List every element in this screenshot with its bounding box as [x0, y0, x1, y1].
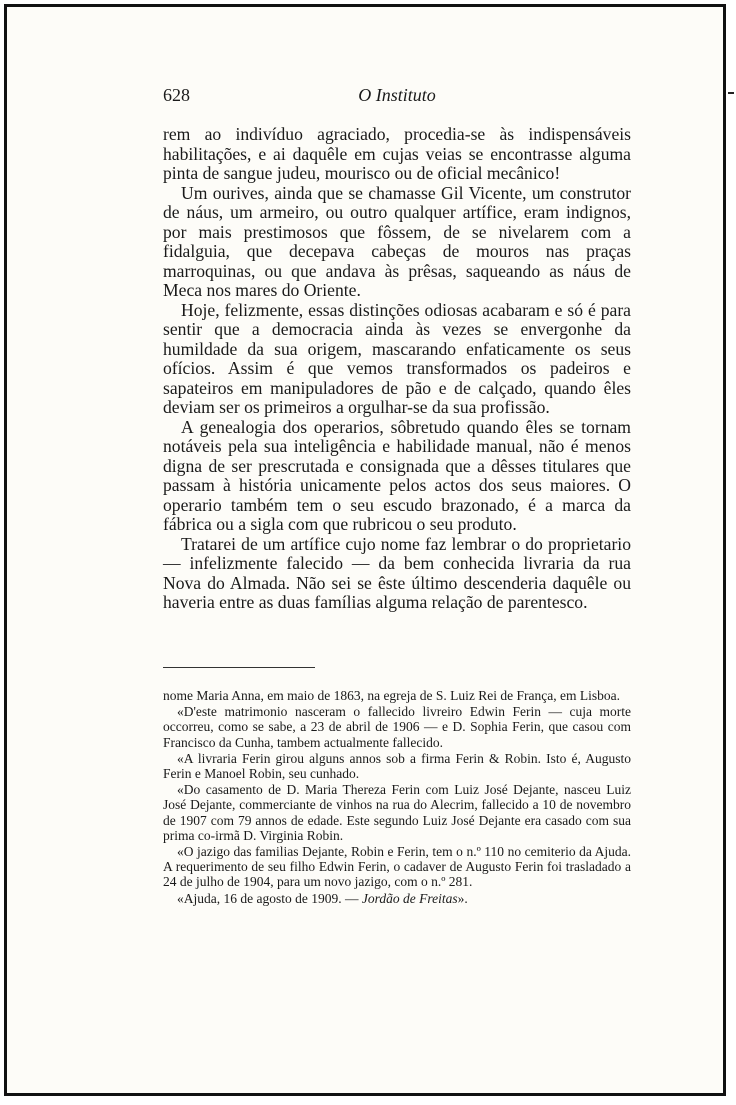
footnote-paragraph: «D'este matrimonio nasceram o fallecido livreiro Edwin Ferin — cuja morte occorreu, como se sabe, a 23 de abril de 1906 — e D. Sophia Ferin, que casou com Francisco da Cunha, tambem actualmente fallecido.	[163, 704, 631, 750]
main-text	[163, 125, 631, 613]
page-number: 628	[163, 85, 190, 105]
paragraph: Tratarei de um artífice cujo nome faz lembrar o do proprietario — infelizmente falecido — da bem conhecida livraria da rua Nova do Almada. Não sei se êste último descenderia daquêle ou haveria entre as duas famílias alguma relação de parentesco.	[163, 533, 631, 612]
footnote-separator	[163, 667, 315, 668]
paragraph: Hoje, felizmente, essas distinções odiosas acabaram e só é para sentir que a democracia ainda às vezes se envergonhe da humildade da sua origem, mascarando enfaticamente os seus ofícios. Assim é que vemos transformados os padeiros e sapateiros em manipuladores de pão e de calçado, quando êles deviam ser os primeiros a orgulhar-se da sua profissão.	[163, 299, 631, 417]
closing-end: ».	[457, 890, 468, 906]
footnote-paragraph: «A livraria Ferin girou alguns annos sob a firma Ferin & Robin. Isto é, Augusto Ferin e Manoel Robin, seu cunhado.	[163, 750, 631, 782]
footnote-paragraph: nome Maria Anna, em maio de 1863, na egreja de S. Luiz Rei de França, em Lisboa.	[163, 688, 620, 703]
footnote-paragraph: «Do casamento de D. Maria Thereza Ferin com Luiz José Dejante, nasceu Luiz José Dejante, commerciante de vinhos na rua do Alecrim, fallecido a 10 de novembro de 1907 com 79 annos de edade. Este segundo Luiz José Dejante era casado com sua prima co-irmã D. Virginia Robin.	[163, 782, 631, 843]
closing-place-date: «Ajuda, 16 de agosto de 1909. —	[177, 890, 362, 906]
paragraph: A genealogia dos operarios, sôbretudo quando êles se tornam notáveis pela sua inteligência e habilidade manual, não é menos digna de ser prescrutada e consignada que a dêsses titulares que passam à história unicamente pelos actos dos seus maiores. O operario também tem o seu escudo brazonado, é a marca da fábrica ou a sigla com que rubricou o seu produto.	[163, 416, 631, 534]
running-title: O Instituto	[358, 85, 436, 105]
footnotes	[163, 688, 631, 907]
footnote-closing	[163, 891, 631, 906]
edge-mark	[728, 92, 734, 94]
page-header	[163, 85, 631, 111]
footnote-paragraph: «O jazigo das familias Dejante, Robin e Ferin, tem o n.º 110 no cemiterio da Ajuda. A requerimento de seu filho Edwin Ferin, o cadaver de Augusto Ferin foi trasladado a 24 de julho de 1904, para um novo jazigo, com o n.º 281.	[163, 844, 631, 890]
paragraph: Um ourives, ainda que se chamasse Gil Vicente, um construtor de náus, um armeiro, ou outro qualquer artífice, eram indignos, por mais prestimosos que fôssem, de se nivelarem com a fidalguia, que decepava cabeças de mouros nas praças marroquinas, ou que andava às prêsas, saqueando as náus de Meca nos mares do Oriente.	[163, 182, 631, 300]
closing-author: Jordão de Freitas	[361, 890, 458, 906]
paragraph: rem ao indivíduo agraciado, procedia-se às indispensáveis habilitações, e ai daquêle em cujas veias se encontrasse alguma pinta de sangue judeu, mourisco ou de oficial mecânico!	[163, 124, 631, 183]
